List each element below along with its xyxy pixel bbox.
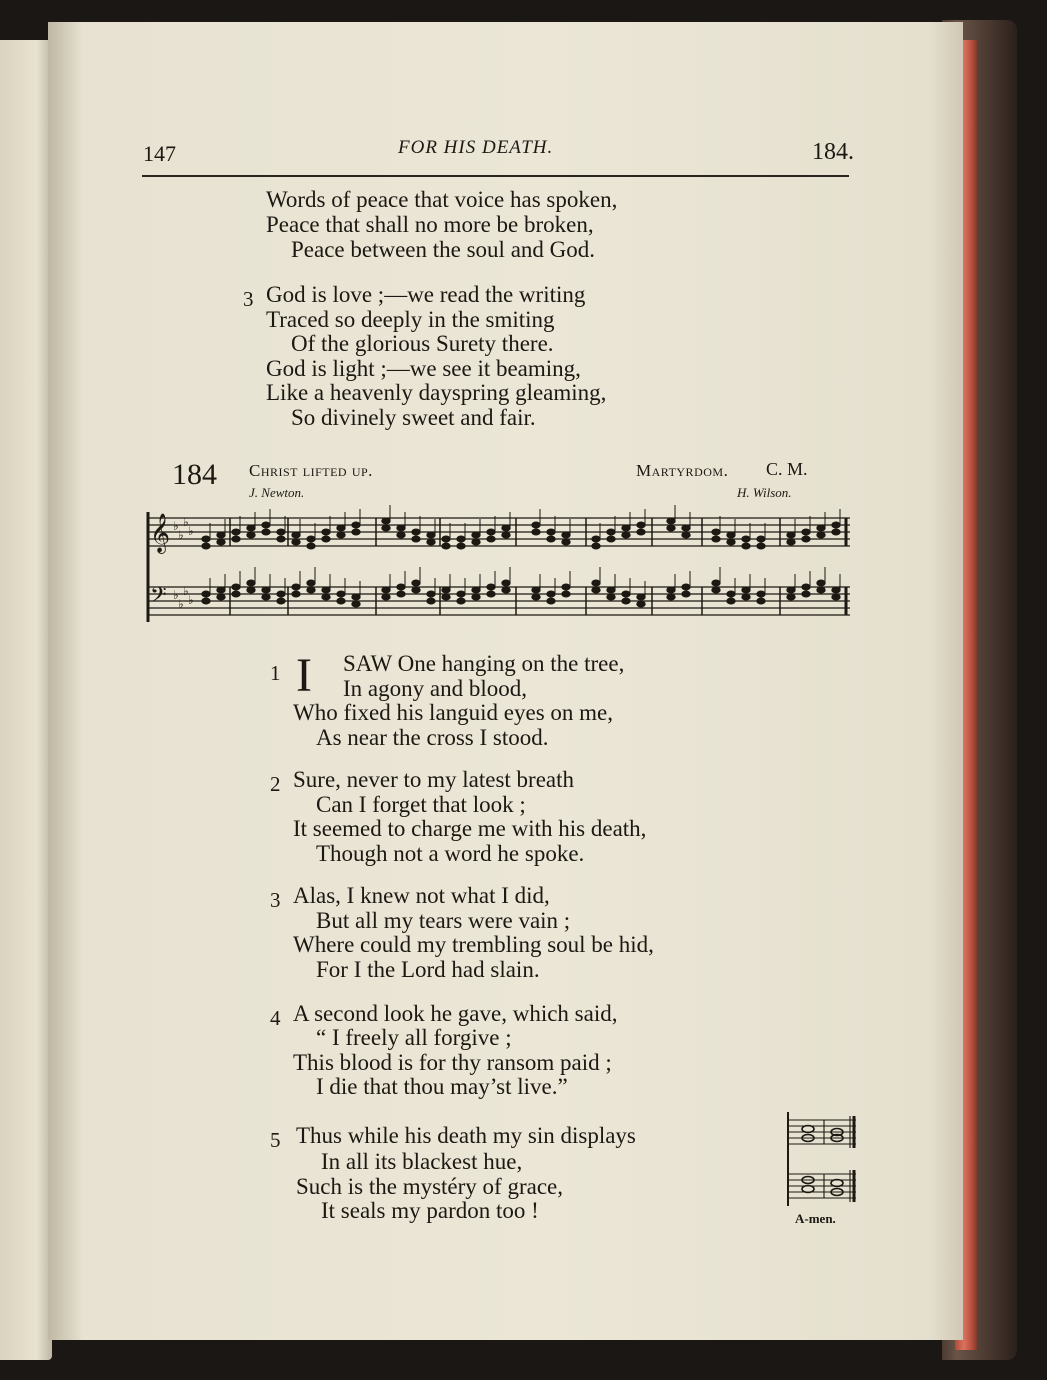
page-number: 147	[143, 141, 176, 166]
hymn-author: J. Newton.	[249, 485, 305, 500]
verse-number: 2	[270, 772, 281, 796]
verse-line: Where could my trembling soul be hid,	[293, 932, 654, 957]
verse-line: Traced so deeply in the smiting	[266, 307, 555, 332]
verse-line: Such is the mystéry of grace,	[296, 1174, 563, 1199]
verse-line: It seemed to charge me with his death,	[293, 816, 647, 841]
notes	[173, 505, 840, 611]
svg-text:♭: ♭	[188, 593, 194, 607]
drop-cap: I	[296, 649, 312, 702]
header-rule	[142, 175, 849, 177]
verse-line: Though not a word he spoke.	[316, 841, 585, 866]
svg-text:♭: ♭	[178, 528, 184, 542]
verse-line: Who fixed his languid eyes on me,	[293, 700, 614, 725]
verse-line: But all my tears were vain ;	[316, 908, 571, 933]
verse-line: In all its blackest hue,	[321, 1149, 523, 1174]
verse-line: Alas, I knew not what I did,	[293, 883, 550, 908]
verse-line: Can I forget that look ;	[316, 792, 526, 817]
running-title: FOR HIS DEATH.	[398, 137, 554, 158]
svg-text:♭: ♭	[188, 524, 194, 538]
verse-line: As near the cross I stood.	[316, 725, 549, 750]
svg-text:♭: ♭	[183, 584, 189, 598]
hymn-title: Christ lifted up.	[249, 461, 373, 480]
svg-text:♭: ♭	[178, 597, 184, 611]
verse-number: 3	[243, 287, 254, 311]
verse-line: Thus while his death my sin displays	[296, 1123, 636, 1148]
verse-line: This blood is for thy ransom paid ;	[293, 1050, 612, 1075]
bass-clef-icon: 𝄢	[150, 583, 167, 613]
verse-line: SAW One hanging on the tree,	[343, 651, 625, 676]
verse-line: “ I freely all forgive ;	[316, 1025, 512, 1050]
music-score	[140, 500, 855, 640]
verse-line: A second look he gave, which said,	[293, 1001, 618, 1026]
verse-line: Of the glorious Surety there.	[291, 331, 554, 356]
verse-line: God is love ;—we read the writing	[266, 282, 586, 307]
amen-label: A-men.	[795, 1211, 836, 1226]
verse-line: For I the Lord had slain.	[316, 957, 540, 982]
hymn-number: 184	[172, 458, 217, 491]
verse-line: It seals my pardon too !	[321, 1198, 539, 1223]
verse-line: God is light ;—we see it beaming,	[266, 356, 581, 381]
hymn-reference: 184.	[812, 139, 854, 165]
verse-line: In agony and blood,	[343, 676, 527, 701]
verse-line: So divinely sweet and fair.	[291, 405, 536, 430]
hymn-composer: H. Wilson.	[737, 485, 792, 500]
verse-number: 1	[270, 661, 281, 685]
verse-number: 3	[270, 888, 281, 912]
verse-line: Words of peace that voice has spoken,	[266, 187, 618, 212]
left-page-edge	[0, 40, 52, 1360]
svg-text:♭: ♭	[183, 515, 189, 529]
verse-line: Like a heavenly dayspring gleaming,	[266, 380, 607, 405]
verse-line: Sure, never to my latest breath	[293, 767, 575, 792]
verse-line: Peace that shall no more be broken,	[266, 212, 594, 237]
svg-text:♭: ♭	[173, 519, 179, 533]
verse-number: 5	[270, 1128, 281, 1152]
hymn-meter: C. M.	[766, 459, 808, 479]
verse-line: I die that thou may’st live.”	[316, 1074, 568, 1099]
svg-text:♭: ♭	[173, 588, 179, 602]
verse-line: Peace between the soul and God.	[291, 237, 596, 262]
tune-name: Martyrdom.	[636, 461, 729, 480]
verse-number: 4	[270, 1006, 281, 1030]
treble-clef-icon: 𝄞	[150, 513, 171, 553]
amen-score	[784, 1108, 860, 1213]
